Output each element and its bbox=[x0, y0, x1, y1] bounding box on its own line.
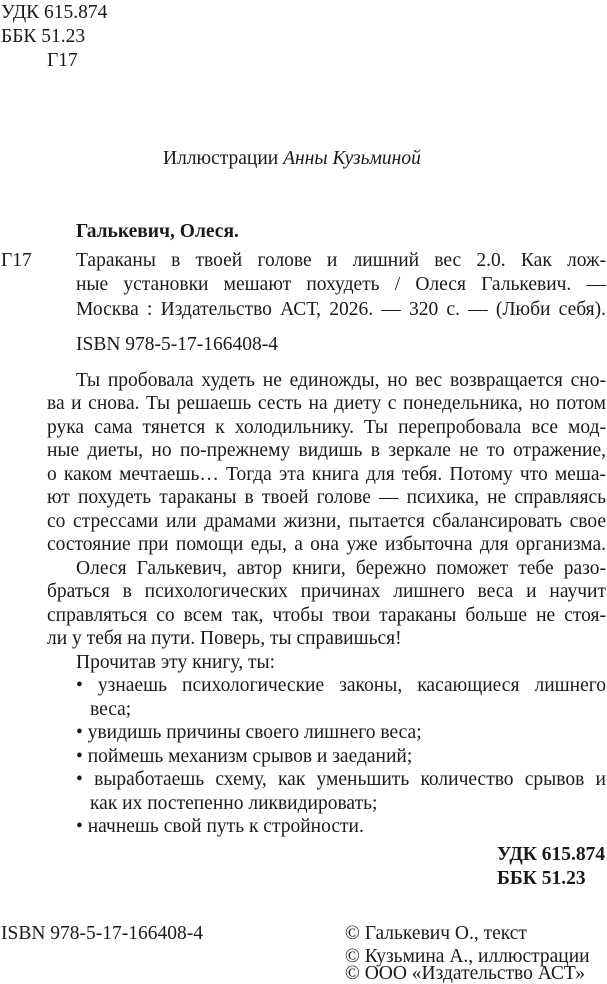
annotation-line: ли у тебя на пути. Поверь, ты справишься! bbox=[47, 628, 402, 649]
illustrations-credit bbox=[163, 147, 421, 170]
annotation-line: ные диеты, но по-прежнему видишь в зеркале не то отражение, bbox=[47, 440, 606, 461]
bbk-code: ББК 51.23 bbox=[1, 26, 86, 47]
annotation-line: справляться со всем так, чтобы твои тараканы больше не стоя- bbox=[47, 605, 606, 626]
bbk-classification: ББК 51.23 bbox=[497, 868, 586, 889]
bibliography-line: ные установки мешают похудеть / Олеся Галькевич. — bbox=[76, 274, 606, 295]
annotation-line: ва и снова. Ты решаешь сесть на диету с понедельника, но потом bbox=[47, 393, 606, 414]
udk-code: УДК 615.874 bbox=[1, 2, 108, 23]
list-item: • выработаешь схему, как уменьшить количество срывов и bbox=[76, 769, 606, 790]
annotation-line: браться в психологических причинах лишнего веса и научит bbox=[47, 581, 606, 602]
illustrations-prefix: Иллюстрации bbox=[163, 148, 284, 169]
annotation-line: состояние при помощи еды, а она уже избыточна для организма. bbox=[47, 534, 606, 555]
annotation-line: ют похудеть тараканы в твоей голове — психика, не справляясь bbox=[47, 487, 606, 508]
author-index: Г17 bbox=[47, 50, 78, 71]
copyright-line: © ООО «Издательство АСТ» bbox=[345, 963, 586, 984]
list-item: • увидишь причины своего лишнего веса; bbox=[76, 722, 422, 743]
author-heading: Галькевич, Олеся. bbox=[76, 221, 239, 242]
isbn-line: ISBN 978-5-17-166408-4 bbox=[76, 334, 279, 355]
footer-isbn: ISBN 978-5-17-166408-4 bbox=[1, 923, 204, 944]
copyright-line: © Галькевич О., текст bbox=[345, 923, 527, 944]
bibliography-index: Г17 bbox=[1, 250, 32, 271]
list-item-continuation: веса; bbox=[90, 699, 132, 720]
list-item: • поймешь механизм срывов и заеданий; bbox=[76, 746, 413, 767]
annotation-line: рука сама тянется к холодильнику. Ты перепробовала все мод- bbox=[47, 417, 606, 438]
copyright-line: © Кузьмина А., иллюстрации bbox=[345, 946, 590, 967]
annotation-line: со стрессами или драмами жизни, пытается сбалансировать свое bbox=[47, 511, 606, 532]
illustrator-name: Анны Кузьминой bbox=[283, 148, 421, 169]
bibliography-line: Тараканы в твоей голове и лишний вес 2.0. Как лож- bbox=[76, 250, 606, 271]
list-item: • начнешь свой путь к стройности. bbox=[76, 816, 364, 837]
annotation-line: Прочитав эту книгу, ты: bbox=[76, 652, 276, 673]
annotation-line: о каком мечтаешь… Тогда эта книга для тебя. Потому что меша- bbox=[47, 464, 606, 485]
udk-classification: УДК 615.874 bbox=[497, 844, 606, 865]
annotation-line: Ты пробовала худеть не единожды, но вес возвращается сно- bbox=[76, 370, 606, 391]
annotation-line: Олеся Галькевич, автор книги, бережно поможет тебе разо- bbox=[76, 558, 606, 579]
list-item: • узнаешь психологические законы, касающиеся лишнего bbox=[76, 675, 606, 696]
list-item-continuation: как их постепенно ликвидировать; bbox=[90, 793, 378, 814]
bibliography-line: Москва : Издательство АСТ, 2026. — 320 с. — (Люби себя). bbox=[76, 299, 606, 320]
